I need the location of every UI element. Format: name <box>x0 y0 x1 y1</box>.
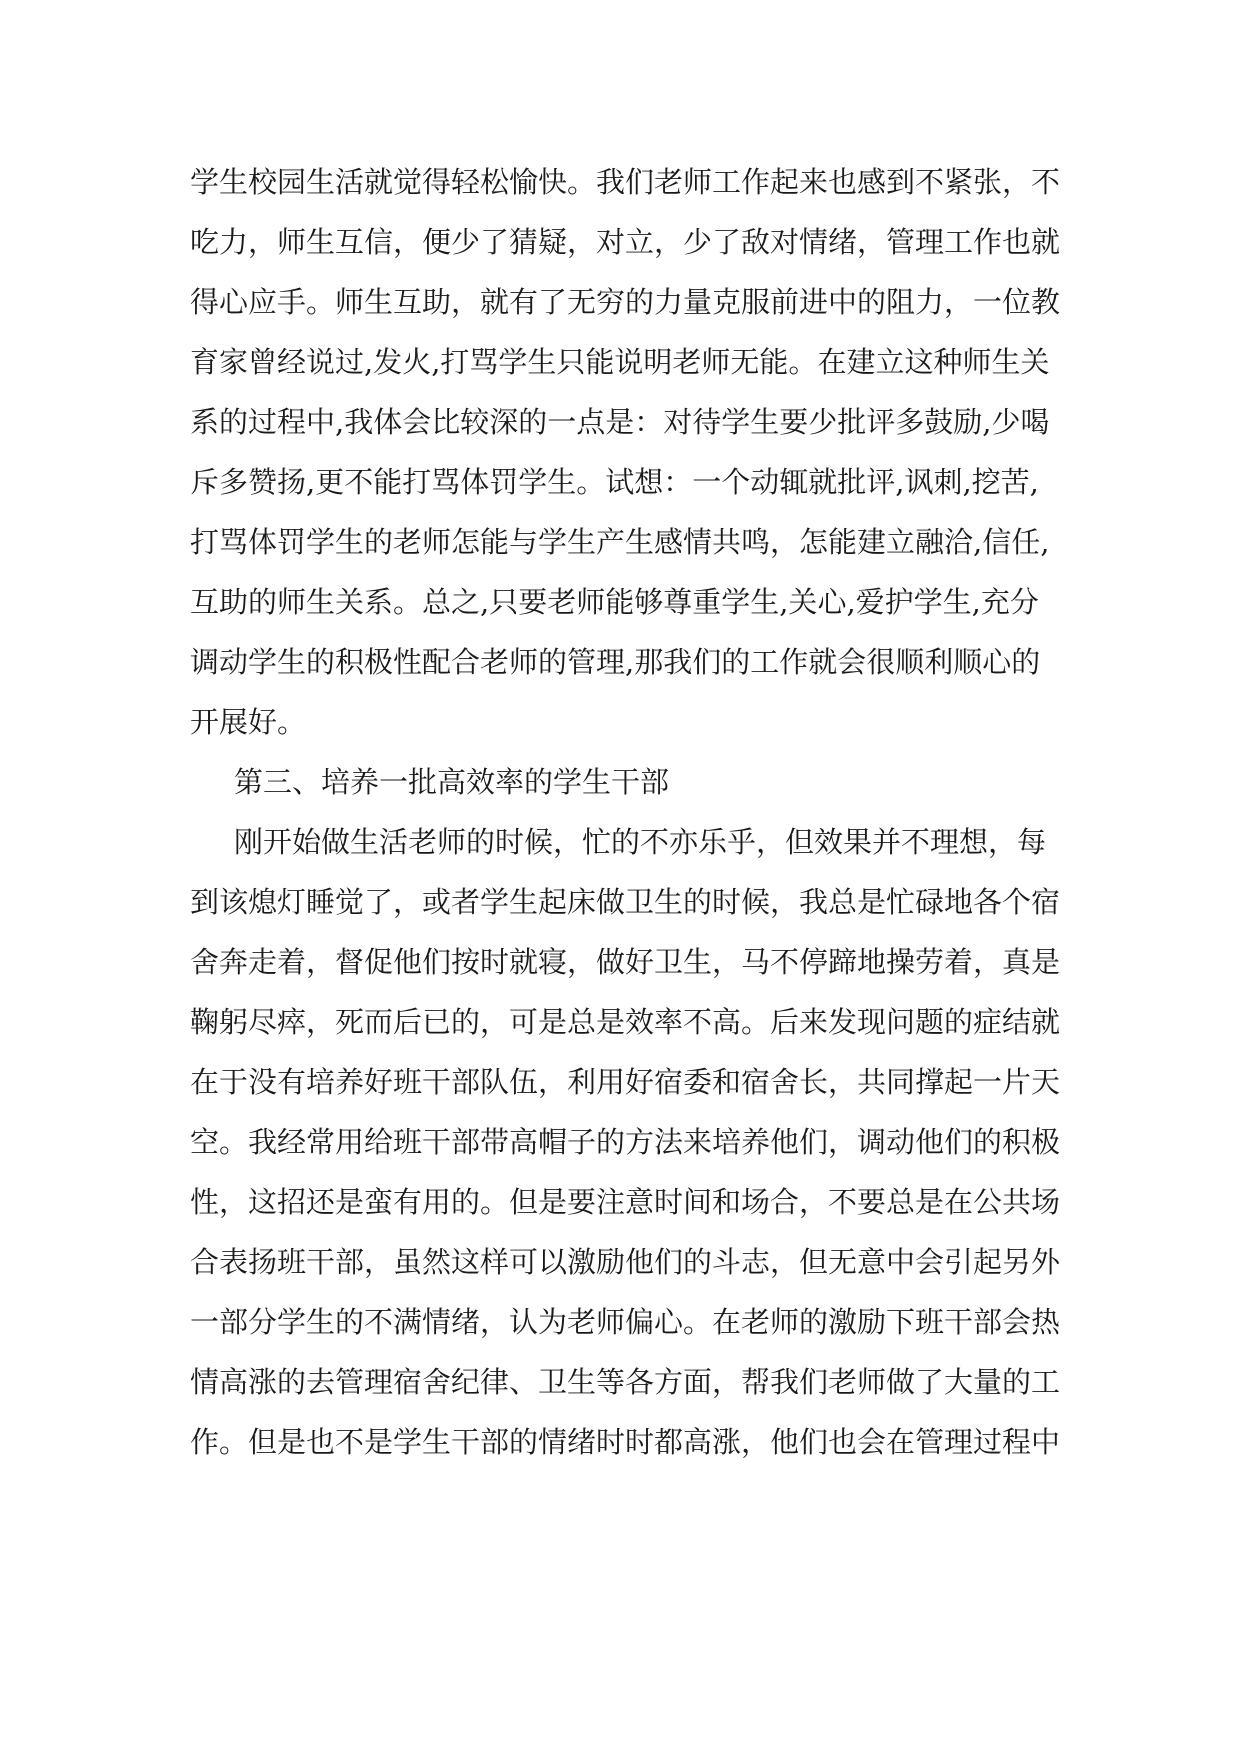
body-text <box>190 152 1060 1472</box>
text-line: 学生校园生活就觉得轻松愉快。我们老师工作起来也感到不紧张，不 <box>190 165 1060 199</box>
text-line: 开展好。 <box>190 705 307 739</box>
text-line: 调动学生的积极性配合老师的管理,那我们的工作就会很顺利顺心的 <box>190 645 1041 679</box>
text-line: 到该熄灯睡觉了，或者学生起床做卫生的时候，我总是忙碌地各个宿 <box>190 885 1060 919</box>
section-heading: 第三、培养一批高效率的学生干部 <box>234 765 670 799</box>
text-line: 舍奔走着，督促他们按时就寝，做好卫生，马不停蹄地操劳着，真是 <box>190 945 1060 979</box>
text-line: 在于没有培养好班干部队伍，利用好宿委和宿舍长，共同撑起一片天 <box>190 1065 1060 1099</box>
text-line: 性，这招还是蛮有用的。但是要注意时间和场合，不要总是在公共场 <box>190 1185 1060 1219</box>
text-line: 空。我经常用给班干部带高帽子的方法来培养他们，调动他们的积极 <box>190 1125 1060 1159</box>
text-line: 一部分学生的不满情绪，认为老师偏心。在老师的激励下班干部会热 <box>190 1305 1060 1339</box>
text-line: 鞠躬尽瘁，死而后已的，可是总是效率不高。后来发现问题的症结就 <box>190 1005 1060 1039</box>
text-line: 系的过程中,我体会比较深的一点是：对待学生要少批评多鼓励,少喝 <box>190 405 1050 439</box>
text-line: 得心应手。师生互助，就有了无穷的力量克服前进中的阻力，一位教 <box>190 285 1060 319</box>
text-line: 互助的师生关系。总之,只要老师能够尊重学生,关心,爱护学生,充分 <box>190 585 1039 619</box>
text-line: 合表扬班干部，虽然这样可以激励他们的斗志，但无意中会引起另外 <box>190 1245 1060 1279</box>
text-line: 吃力，师生互信，便少了猜疑，对立，少了敌对情绪，管理工作也就 <box>190 225 1060 259</box>
text-line: 作。但是也不是学生干部的情绪时时都高涨，他们也会在管理过程中 <box>190 1425 1060 1459</box>
text-line: 育家曾经说过,发火,打骂学生只能说明老师无能。在建立这种师生关 <box>190 345 1050 379</box>
paragraph-first-line: 刚开始做生活老师的时候，忙的不亦乐乎，但效果并不理想，每 <box>234 825 1047 859</box>
text-line: 情高涨的去管理宿舍纪律、卫生等各方面，帮我们老师做了大量的工 <box>190 1365 1060 1399</box>
text-line: 打骂体罚学生的老师怎能与学生产生感情共鸣，怎能建立融洽,信任, <box>190 525 1050 559</box>
text-line: 斥多赞扬,更不能打骂体罚学生。试想：一个动辄就批评,讽刺,挖苦, <box>190 465 1039 499</box>
